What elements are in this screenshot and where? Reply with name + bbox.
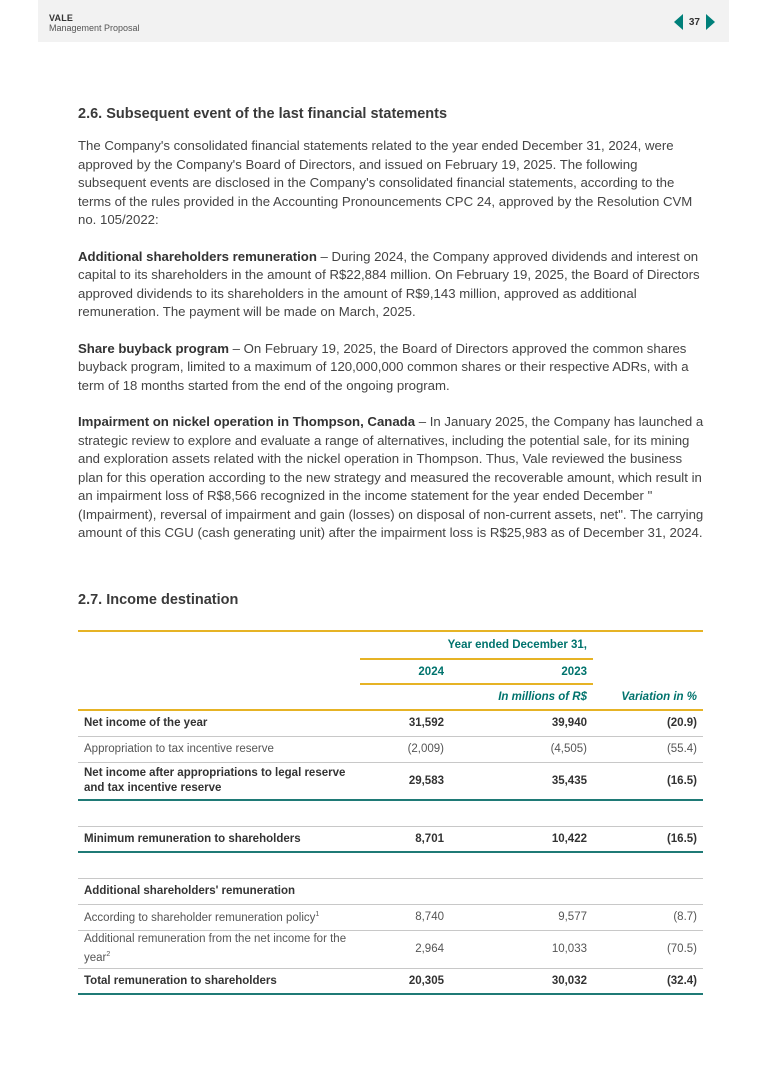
section-subsequent-events <box>78 106 704 561</box>
table-row <box>78 968 703 994</box>
value-2024: 8,701 <box>415 832 444 845</box>
page-navigator <box>674 14 715 30</box>
paragraph-share-buyback <box>78 340 704 396</box>
value-2024: (2,009) <box>407 743 444 755</box>
previous-page-icon[interactable] <box>674 14 683 30</box>
value-variation: (32.4) <box>666 974 697 987</box>
paragraph-heading: Additional shareholders remuneration <box>78 248 317 264</box>
paragraph-text: – During 2024, the Company approved dividends and interest on capital to its shareholders in the amount of R$22,884 million. On February 19, 2025, the Board of Directors approved dividends to its shareholders in the amount of R$9,143 million, approved as additional remuneration. The payment will be made on March, 2025. <box>78 248 700 319</box>
value-2024: 2,964 <box>415 943 444 955</box>
section-title-income-destination: 2.7. Income destination <box>78 592 239 608</box>
value-2023: 9,577 <box>558 911 587 923</box>
row-label: Net income of the year <box>84 717 208 730</box>
paragraph-additional-remuneration <box>78 248 704 322</box>
paragraph-heading: Impairment on nickel operation in Thompson, Canada <box>78 414 416 429</box>
value-variation: (16.5) <box>666 832 697 845</box>
row-label: Appropriation to tax incentive reserve <box>84 743 274 755</box>
value-2023: 35,435 <box>551 774 587 787</box>
value-variation: (8.7) <box>673 911 697 923</box>
value-2024: 29,583 <box>408 774 444 787</box>
column-header-2024: 2024 <box>360 659 450 684</box>
value-variation: (55.4) <box>666 743 697 755</box>
value-variation: (20.9) <box>666 717 697 730</box>
table-row <box>78 762 703 800</box>
table-row <box>78 878 703 904</box>
value-2023: (4,505) <box>550 743 587 755</box>
document-subtitle: Management Proposal <box>49 23 140 33</box>
table-row <box>78 826 703 852</box>
row-label: According to shareholder remuneration policy$^1$ <box>84 910 320 924</box>
value-2024: 31,592 <box>408 717 444 730</box>
value-2024: 8,740 <box>415 911 444 923</box>
table-row <box>78 904 703 930</box>
next-page-icon[interactable] <box>706 14 715 30</box>
table-row <box>78 710 703 736</box>
paragraph-heading: Share buyback program <box>78 340 229 356</box>
value-2023: 39,940 <box>551 717 587 730</box>
paragraph-text: – On February 19, 2025, the Board of Directors approved the common shares buyback program, limited to a maximum of 120,000,000 common shares or their respective ADRs, with a term of 18 months started from the end of the ongoing program. <box>78 340 689 393</box>
group-header: Year ended December 31, <box>360 631 593 659</box>
row-label: Minimum remuneration to shareholders <box>84 832 301 845</box>
variation-header: Variation in % <box>621 690 697 703</box>
row-label: Additional shareholders' remuneration <box>84 885 296 897</box>
table-row <box>78 930 703 968</box>
paragraph-impairment <box>78 413 704 543</box>
section-title: 2.6. Subsequent event of the last financial statements <box>78 106 448 122</box>
intro-paragraph: The Company's consolidated financial statements related to the year ended December 31, 2024, were approved by the Company's Board of Directors, and issued on February 19, 2025. The following subsequent events are disclosed in the Company's consolidated financial statements, according to the terms of the rules provided in the Accounting Pronouncements CPC 24, approved by the Resolution CVM no. 105/2022: <box>78 138 693 227</box>
value-2023: 10,033 <box>551 943 587 955</box>
value-2023: 10,422 <box>551 832 587 845</box>
value-2023: 30,032 <box>551 974 587 987</box>
row-label: Net income after appropriations to legal reserve and tax incentive reserve <box>84 766 346 794</box>
income-destination-table <box>78 630 703 995</box>
column-header-2023: 2023 <box>450 659 593 684</box>
footnote-marker: 1 <box>315 910 320 918</box>
page-header <box>38 0 729 42</box>
footnote-marker: 2 <box>106 951 111 959</box>
brand-name: VALE <box>49 13 74 23</box>
unit-label: In millions of R$ <box>498 691 587 703</box>
table-row <box>78 736 703 762</box>
value-2024: 20,305 <box>408 974 444 987</box>
paragraph-text: – In January 2025, the Company has launched a strategic review to explore and evaluate a range of alternatives, including the potential sale, for its mining and exploration assets related with the nickel operation in Thompson. Thus, Vale reviewed the business plan for this operation according to the new strategy and measured the recoverable amount, which result in an impairment loss of R$8,566 recognized in the income statement for the year ended December "(Impairment), reversal of impairment and gain (losses) on disposal of non-current assets, net". The carrying amount of this CGU (cash generating unit) after the impairment loss is R$25,983 as of December 31, 2024. <box>78 414 704 540</box>
row-label: Total remuneration to shareholders <box>84 974 277 987</box>
value-variation: (16.5) <box>666 774 697 787</box>
page-number: 37 <box>688 16 700 28</box>
row-label: Additional remuneration from the net income for the year$^2$ <box>84 933 347 964</box>
value-variation: (70.5) <box>666 943 697 955</box>
